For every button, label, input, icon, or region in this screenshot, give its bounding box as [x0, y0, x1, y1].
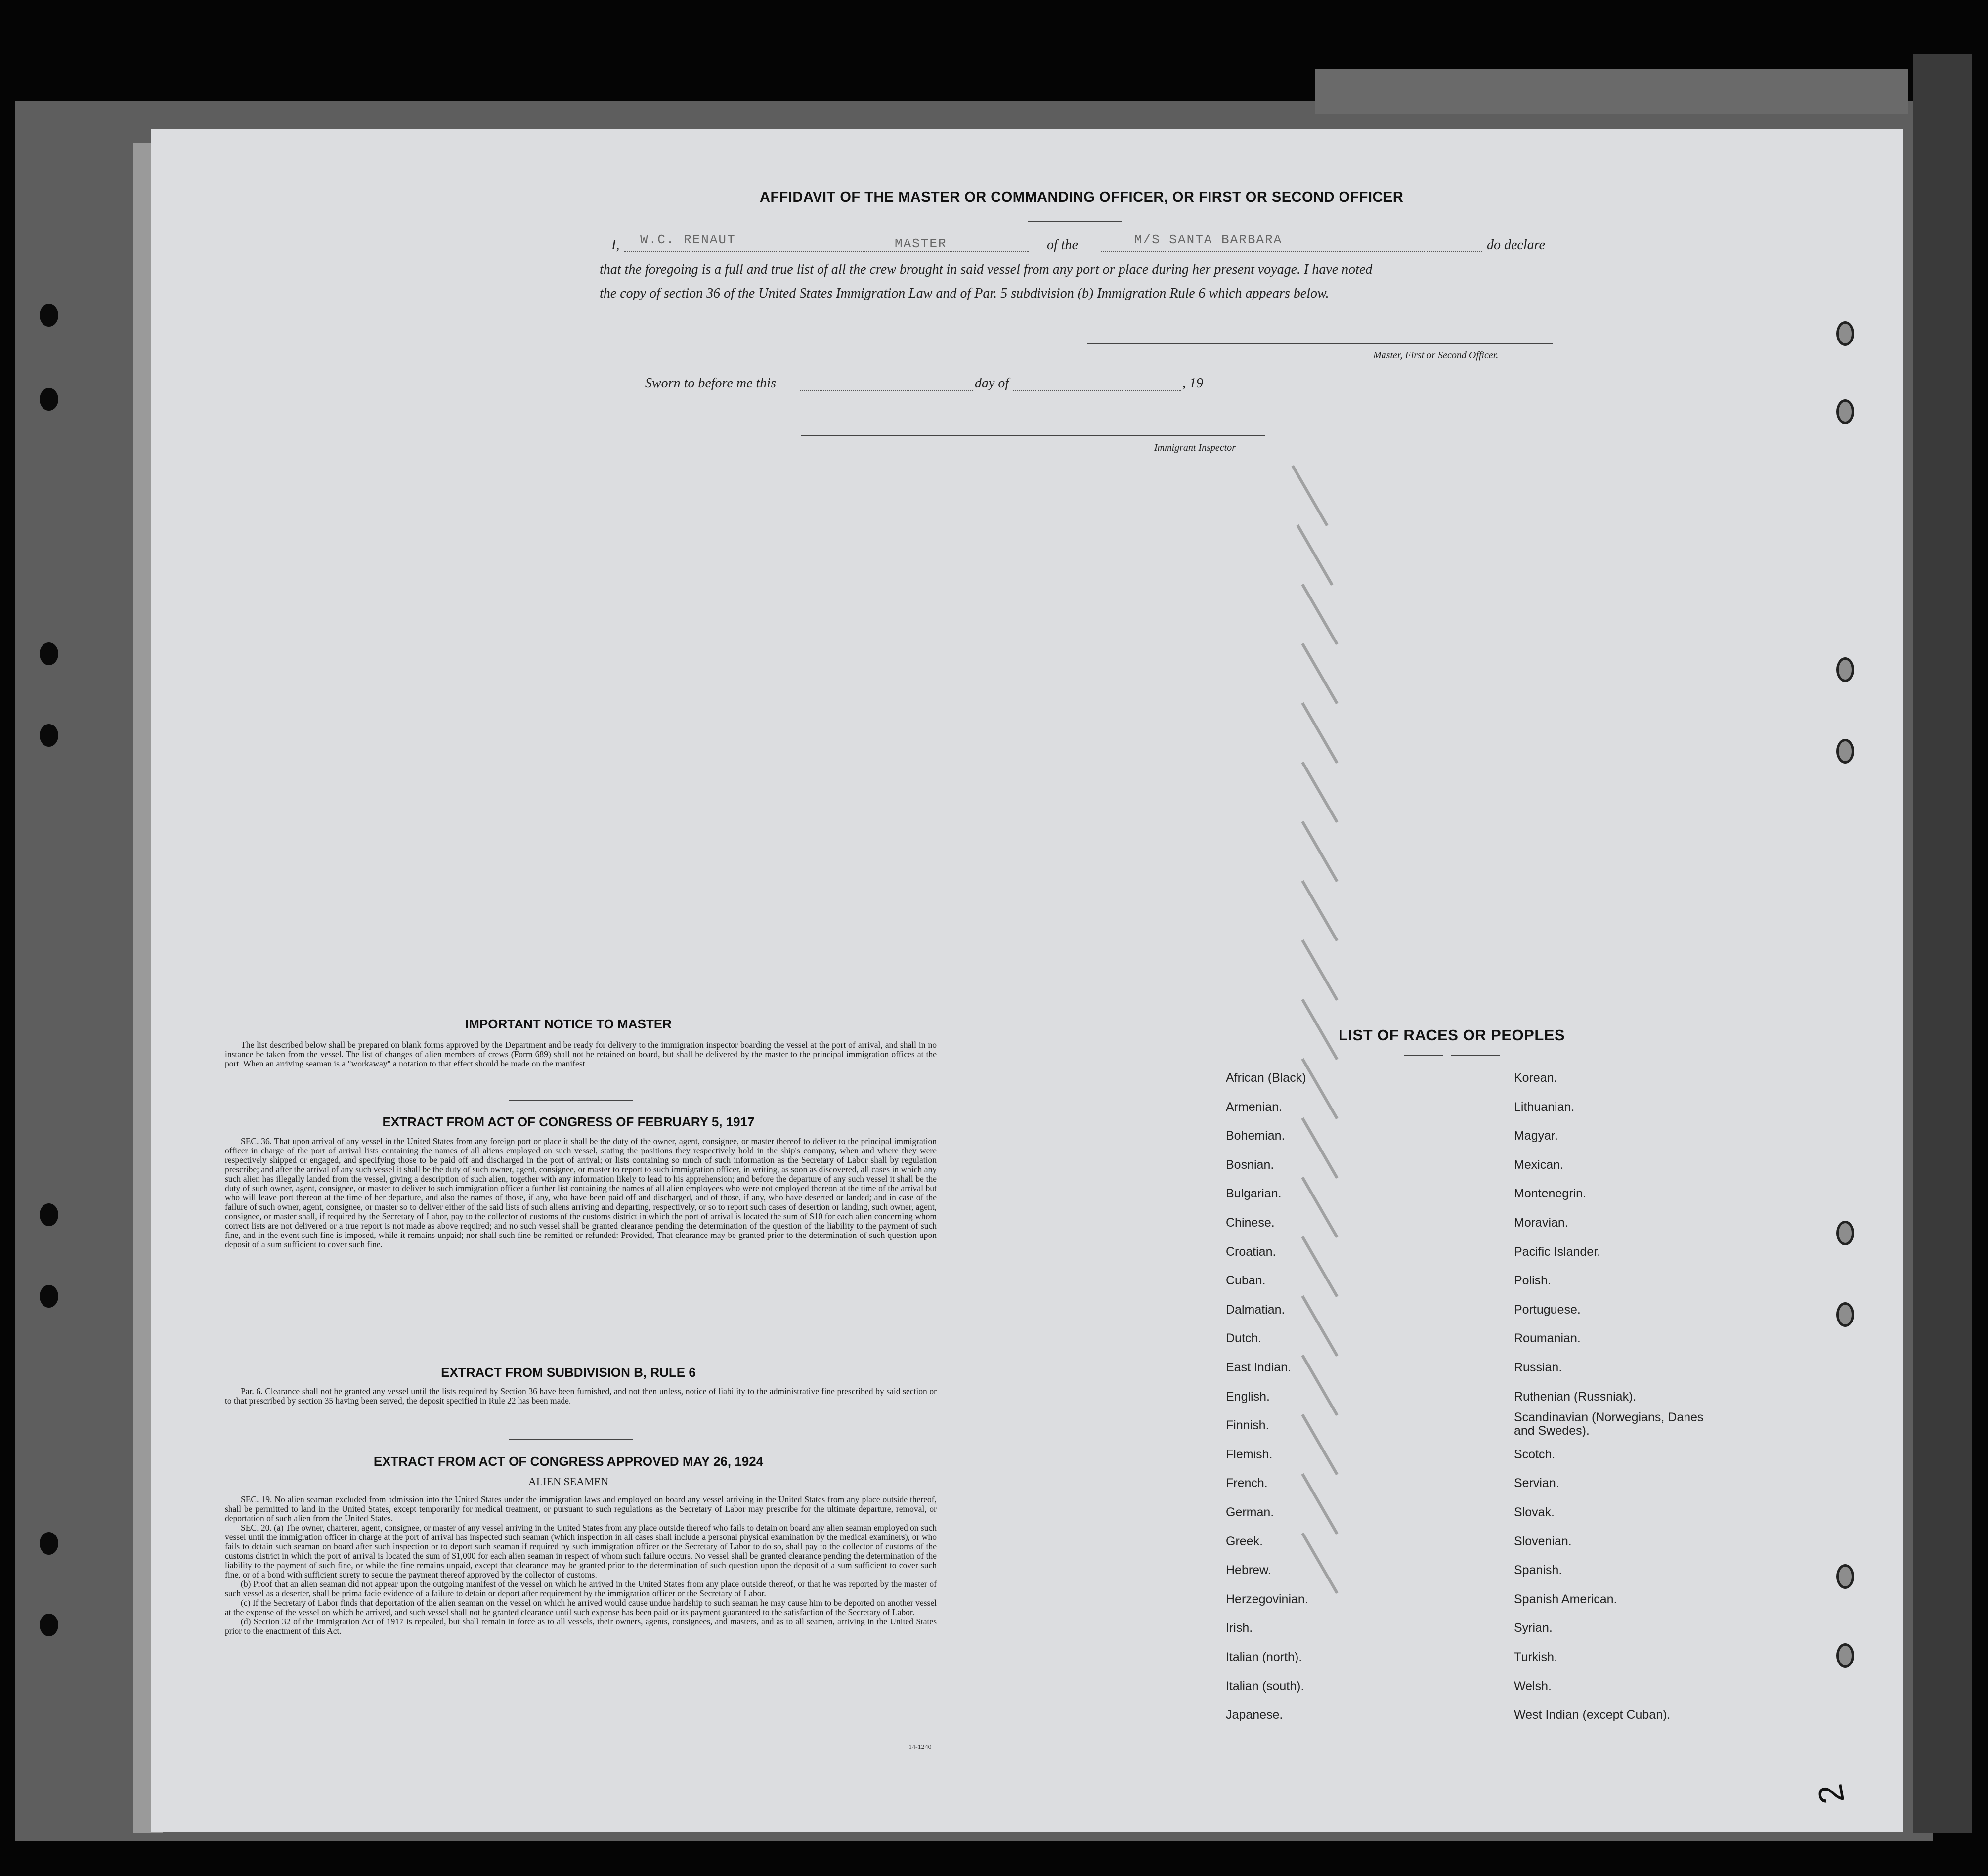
top-sheet-edge — [1315, 69, 1908, 114]
notice-title: IMPORTANT NOTICE TO MASTER — [465, 1017, 672, 1031]
races-title-rule-left — [1404, 1055, 1443, 1056]
sec-20d-paragraph: (d) Section 32 of the Immigration Act of 1917 is repealed, but shall remain in force as to all vessels, their owners, agents, consignees, and masters, and as to all seamen, arriving in the United States prior to the enactment of this Act. — [225, 1617, 937, 1636]
race-item: Herzegovinian. — [1226, 1592, 1308, 1606]
sec-19-paragraph: SEC. 19. No alien seaman excluded from admission into the United States under the immigration laws and employed on board any vessel arriving in the United States from any place outside thereof, shall be permitted to land in the United States, except temporarily for medical treatment, or pursuant to such regulations as the Secretary of Labor may prescribe for the ultimate departure, removal, or deportation of such alien from the United States. — [225, 1494, 937, 1523]
binder-hole-icon — [1836, 1643, 1854, 1668]
of-the-label: of the — [1047, 237, 1078, 253]
sworn-date-line — [800, 390, 973, 391]
races-title-rule-right — [1451, 1055, 1500, 1056]
affidavit-line-2: that the foregoing is a full and true list of all the crew brought in said vessel from any port or place during her present voyage. I have noted — [600, 262, 1373, 277]
binder-hole-icon — [40, 1203, 58, 1226]
race-item: Japanese. — [1226, 1708, 1283, 1722]
race-item: Dalmatian. — [1226, 1302, 1285, 1317]
race-item: Bohemian. — [1226, 1129, 1285, 1143]
race-item: East Indian. — [1226, 1361, 1292, 1374]
signature-caption: Master, First or Second Officer. — [1373, 350, 1499, 361]
binder-hole-icon — [40, 1614, 58, 1636]
race-item: Slovak. — [1514, 1505, 1555, 1519]
race-item: Flemish. — [1226, 1447, 1273, 1461]
race-item: Irish. — [1226, 1621, 1253, 1635]
race-item: Spanish. — [1514, 1563, 1562, 1578]
sec-20a-paragraph: SEC. 20. (a) The owner, charterer, agent, consignee, or master of any vessel arriving in the United States from any place outside thereof who fails to detain on board any alien seaman employed on such vessel until the immigration officer in charge at the port of arrival has inspected such seaman (which inspection in all cases shall include a personal physical examination by the medical examiners), or who fails to detain such seaman on board after such inspection or to deport such seaman if required by such immigration officer or the Secretary of Labor to do so, shall pay to the collector of customs of the customs district in which the port of arrival is located the sum of $1,000 for each alien seaman in respect of whom such failure occurs. No vessel shall be granted clearance pending the determination of the liability to the payment of such fine, or while the fine remains unpaid, except that clearance may be granted prior to the determination of such question upon the deposit of a sum sufficient to cover such fine, or of a bond with sufficient surety to secure the payment thereof approved by the collector of customs. — [225, 1523, 937, 1579]
race-item: Spanish American. — [1514, 1592, 1617, 1606]
race-item: Montenegrin. — [1514, 1187, 1586, 1201]
margin-number: 2 — [1810, 1781, 1852, 1807]
extract-1917-title: EXTRACT FROM ACT OF CONGRESS OF FEBRUARY 5, 1917 — [382, 1114, 755, 1129]
race-item: Croatian. — [1226, 1244, 1276, 1259]
race-item: Bosnian. — [1226, 1157, 1274, 1172]
race-item: Turkish. — [1514, 1650, 1557, 1664]
binder-hole-icon — [40, 724, 58, 747]
binder-hole-icon — [40, 1532, 58, 1555]
race-item: Moravian. — [1514, 1216, 1568, 1230]
race-item: Korean. — [1514, 1071, 1557, 1085]
binder-hole-icon — [40, 1285, 58, 1308]
do-declare-label: do declare — [1487, 237, 1545, 253]
affidavit-i-label: I, — [611, 237, 620, 253]
race-item: Italian (north). — [1226, 1650, 1302, 1664]
section-36-paragraph: SEC. 36. That upon arrival of any vessel in the United States from any foreign port or place it shall be the duty of the owner, agent, consignee, or master thereof to deliver to the principal immigration officer in charge of the port of arrival lists containing the names of all aliens employed on such vessel, stating the positions they respectively hold in the ship's company, when and where they were respectively shipped or engaged, and specifying those to be paid off and discharged in the port of arrival; or lists containing so much of such information as the Secretary of Labor shall by regulation prescribe; and after the arrival of any such vessel it shall be the duty of such owner, agent, consignee, or master to report to such immigration officer, in writing, as soon as discovered, all cases in which any such alien has illegally landed from the vessel, giving a description of such alien, together with any information likely to lead to his apprehension; and before the departure of any such vessel it shall be the duty of such owner, agent, consignee, or master to deliver to such immigration officer a further list containing the names of all alien employees who were not employed thereon at the time of the arrival but who will leave port thereon at the time of her departure, and also the names of those, if any, who have been paid off and discharged, and of those, if any, who have deserted or landed; and in case of the failure of such owner, agent, consignee, or master so to deliver either of the said lists of such aliens arriving and departing, respectively, or so to report such cases of desertion or landing, such owner, agent, consignee, or master shall, if required by the Secretary of Labor, pay to the collector of customs of the customs district in which the port of arrival is located the sum of $10 for each alien concerning whom correct lists are not delivered or a true report is not made as above required; and no such vessel shall be granted clearance pending the determination of the question of the liability to the payment of such fine, and in the event such fine is imposed, while it remains unpaid; nor shall such fine be remitted or refunded: Provided, That clearance may be granted prior to the determination of such question upon deposit of a sum sufficient to cover such fine. — [225, 1136, 937, 1249]
section-divider — [509, 1439, 633, 1440]
binder-hole-icon — [40, 388, 58, 411]
extract-1924-subtitle: ALIEN SEAMEN — [528, 1475, 608, 1488]
race-item: Armenian. — [1226, 1100, 1282, 1114]
race-item: Scotch. — [1514, 1447, 1556, 1461]
backing-board-edge — [1913, 54, 1972, 1833]
race-item: Lithuanian. — [1514, 1100, 1575, 1114]
race-item: Hebrew. — [1226, 1563, 1271, 1578]
race-item: German. — [1226, 1505, 1274, 1519]
race-item: Mexican. — [1514, 1157, 1564, 1172]
race-item: Dutch. — [1226, 1331, 1262, 1346]
race-item: Scandinavian (Norwegians, Danes and Swedes). — [1514, 1410, 1704, 1438]
race-item: Finnish. — [1226, 1418, 1269, 1433]
sworn-month-line — [1013, 390, 1181, 391]
extract-1924-text — [225, 1495, 937, 1636]
race-item: Greek. — [1226, 1534, 1263, 1548]
race-item: French. — [1226, 1476, 1268, 1491]
race-item: Russian. — [1514, 1361, 1562, 1374]
sec-20c-paragraph: (c) If the Secretary of Labor finds that deportation of the alien seaman on the vessel on which he arrived would cause undue hardship to such seaman he may cause him to be deported on another vessel at the expense of the vessel on which he arrived, and such vessel shall not be granted clearance until such expense has been paid or its payment guaranteed to the satisfaction of the Secretary of Labor. — [225, 1598, 937, 1617]
race-item: Syrian. — [1514, 1621, 1553, 1635]
extract-rule6-title: EXTRACT FROM SUBDIVISION B, RULE 6 — [441, 1365, 696, 1380]
binder-hole-icon — [1836, 1564, 1854, 1589]
extract-rule6-text — [225, 1387, 937, 1406]
binder-hole-icon — [1836, 739, 1854, 764]
master-rank: MASTER — [895, 236, 947, 251]
inspector-caption: Immigrant Inspector — [1154, 442, 1236, 453]
master-name-line — [624, 251, 1029, 252]
race-item: English. — [1226, 1389, 1270, 1404]
binder-hole-icon — [1836, 657, 1854, 682]
binder-hole-icon — [1836, 1302, 1854, 1327]
notice-paragraph: The list described below shall be prepared on blank forms approved by the Department and be ready for delivery to the immigration inspector boarding the vessel at the port of arrival, and shall in no instance be taken from the vessel. The list of changes of alien members of crews (Form 689) shall not be retained on board, but shall be delivered by the master to the principal immigration offices at the port. When an arriving seaman is a "workaway" a notation to that effect should be made on the manifest. — [225, 1040, 937, 1068]
race-item: Ruthenian (Russniak). — [1514, 1389, 1637, 1404]
extract-1924-title: EXTRACT FROM ACT OF CONGRESS APPROVED MAY 26, 1924 — [373, 1454, 764, 1469]
binder-hole-icon — [40, 642, 58, 665]
master-name: W.C. RENAUT — [640, 232, 736, 247]
race-item: Welsh. — [1514, 1679, 1552, 1693]
race-item: West Indian (except Cuban). — [1514, 1708, 1671, 1722]
form-number: 14-1240 — [908, 1744, 932, 1751]
binder-hole-icon — [40, 304, 58, 327]
extract-1917-text — [225, 1137, 937, 1249]
section-divider — [509, 1100, 633, 1101]
vessel-name-line — [1101, 251, 1482, 252]
year-label: , 19 — [1182, 376, 1203, 391]
race-item: Italian (south). — [1226, 1679, 1304, 1693]
race-item: African (Black) — [1226, 1071, 1306, 1085]
race-item: Servian. — [1514, 1476, 1559, 1491]
title-underline — [1028, 221, 1122, 222]
race-item: Roumanian. — [1514, 1331, 1581, 1346]
vessel-name: M/S SANTA BARBARA — [1134, 232, 1283, 247]
binder-hole-icon — [1836, 1221, 1854, 1245]
races-title: LIST OF RACES OR PEOPLES — [1339, 1026, 1565, 1044]
sworn-label: Sworn to before me this — [645, 376, 776, 391]
sec-20b-paragraph: (b) Proof that an alien seaman did not appear upon the outgoing manifest of the vessel on which he arrived in the United States from any place outside thereof, or that he was reported by the master of such vessel as a deserter, shall be prima facie evidence of a failure to detain or deport after requirement by the immigration officer or the Secretary of Labor. — [225, 1579, 937, 1598]
race-item: Magyar. — [1514, 1129, 1558, 1143]
race-item: Chinese. — [1226, 1216, 1275, 1230]
race-item: Portuguese. — [1514, 1302, 1581, 1317]
inspector-signature-line — [801, 435, 1265, 436]
affidavit-title: AFFIDAVIT OF THE MASTER OR COMMANDING OFFICER, OR FIRST OR SECOND OFFICER — [760, 189, 1404, 205]
affidavit-line-3: the copy of section 36 of the United States Immigration Law and of Par. 5 subdivision (b) Immigration Rule 6 which appears below. — [600, 286, 1329, 301]
binder-hole-icon — [1836, 399, 1854, 424]
race-item: Cuban. — [1226, 1274, 1266, 1288]
race-item: Slovenian. — [1514, 1534, 1572, 1548]
signature-line — [1087, 343, 1553, 344]
par-6-paragraph: Par. 6. Clearance shall not be granted any vessel until the lists required by Section 36 have been furnished, and not then unless, notice of liability to the administrative fine prescribed by said section or to that prescribed by section 35 having been served, the deposit specified in Rule 22 has been made. — [225, 1386, 937, 1406]
day-of-label: day of — [975, 376, 1009, 391]
race-item: Bulgarian. — [1226, 1187, 1282, 1201]
race-item: Pacific Islander. — [1514, 1244, 1601, 1259]
binder-hole-icon — [1836, 321, 1854, 346]
race-item: Polish. — [1514, 1274, 1552, 1288]
notice-text — [225, 1040, 937, 1068]
